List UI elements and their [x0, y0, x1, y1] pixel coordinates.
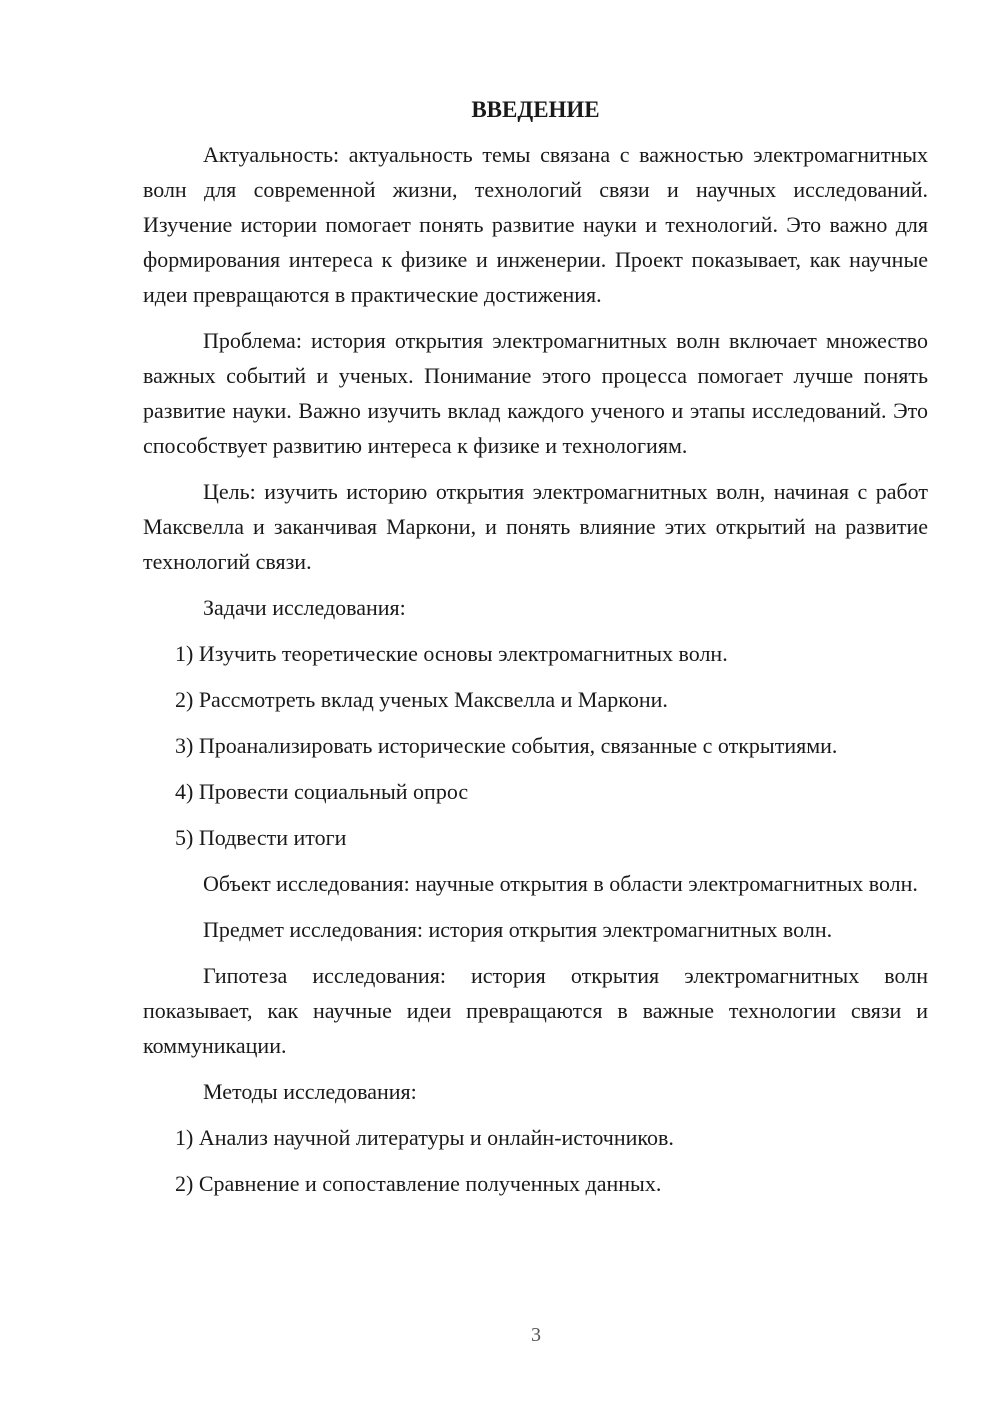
relevance-paragraph: Актуальность: актуальность темы связана с важностью электромагнитных волн для современной жизни, технологий связи и научных исследований. Изучение истории помогает понять развитие науки и технологий. Это важно для формирования интереса к физике и инженерии. Проект показывает, как научные идеи превращаются в практические достижения. — [143, 142, 928, 307]
task-item-1: 1) Изучить теоретические основы электромагнитных волн. — [175, 641, 728, 666]
problem-paragraph: Проблема: история открытия электромагнитных волн включает множество важных событий и ученых. Понимание этого процесса помогает лучше понять развитие науки. Важно изучить вклад каждого ученого и этапы исследований. Это способствует развитию интереса к физике и технологиям. — [143, 328, 928, 458]
goal-paragraph: Цель: изучить историю открытия электромагнитных волн, начиная с работ Максвелла и заканчивая Маркони, и понять влияние этих открытий на развитие технологий связи. — [143, 479, 928, 574]
task-item-2: 2) Рассмотреть вклад ученых Максвелла и Маркони. — [175, 687, 668, 712]
hypothesis-paragraph: Гипотеза исследования: история открытия электромагнитных волн показывает, как научные идеи превращаются в важные технологии связи и коммуникации. — [143, 963, 928, 1058]
subject-paragraph: Предмет исследования: история открытия электромагнитных волн. — [203, 917, 833, 942]
object-paragraph: Объект исследования: научные открытия в области электромагнитных волн. — [203, 871, 918, 896]
section-title: ВВЕДЕНИЕ — [471, 97, 600, 122]
document-page — [143, 94, 928, 1212]
tasks-heading: Задачи исследования: — [203, 595, 406, 620]
method-item-1: 1) Анализ научной литературы и онлайн-источников. — [175, 1125, 674, 1150]
methods-heading: Методы исследования: — [203, 1079, 417, 1104]
task-item-5: 5) Подвести итоги — [175, 825, 347, 850]
task-item-4: 4) Провести социальный опрос — [175, 779, 469, 804]
method-item-2: 2) Сравнение и сопоставление полученных данных. — [175, 1171, 662, 1196]
page-number: 3 — [531, 1324, 541, 1346]
task-item-3: 3) Проанализировать исторические события, связанные с открытиями. — [175, 733, 838, 758]
